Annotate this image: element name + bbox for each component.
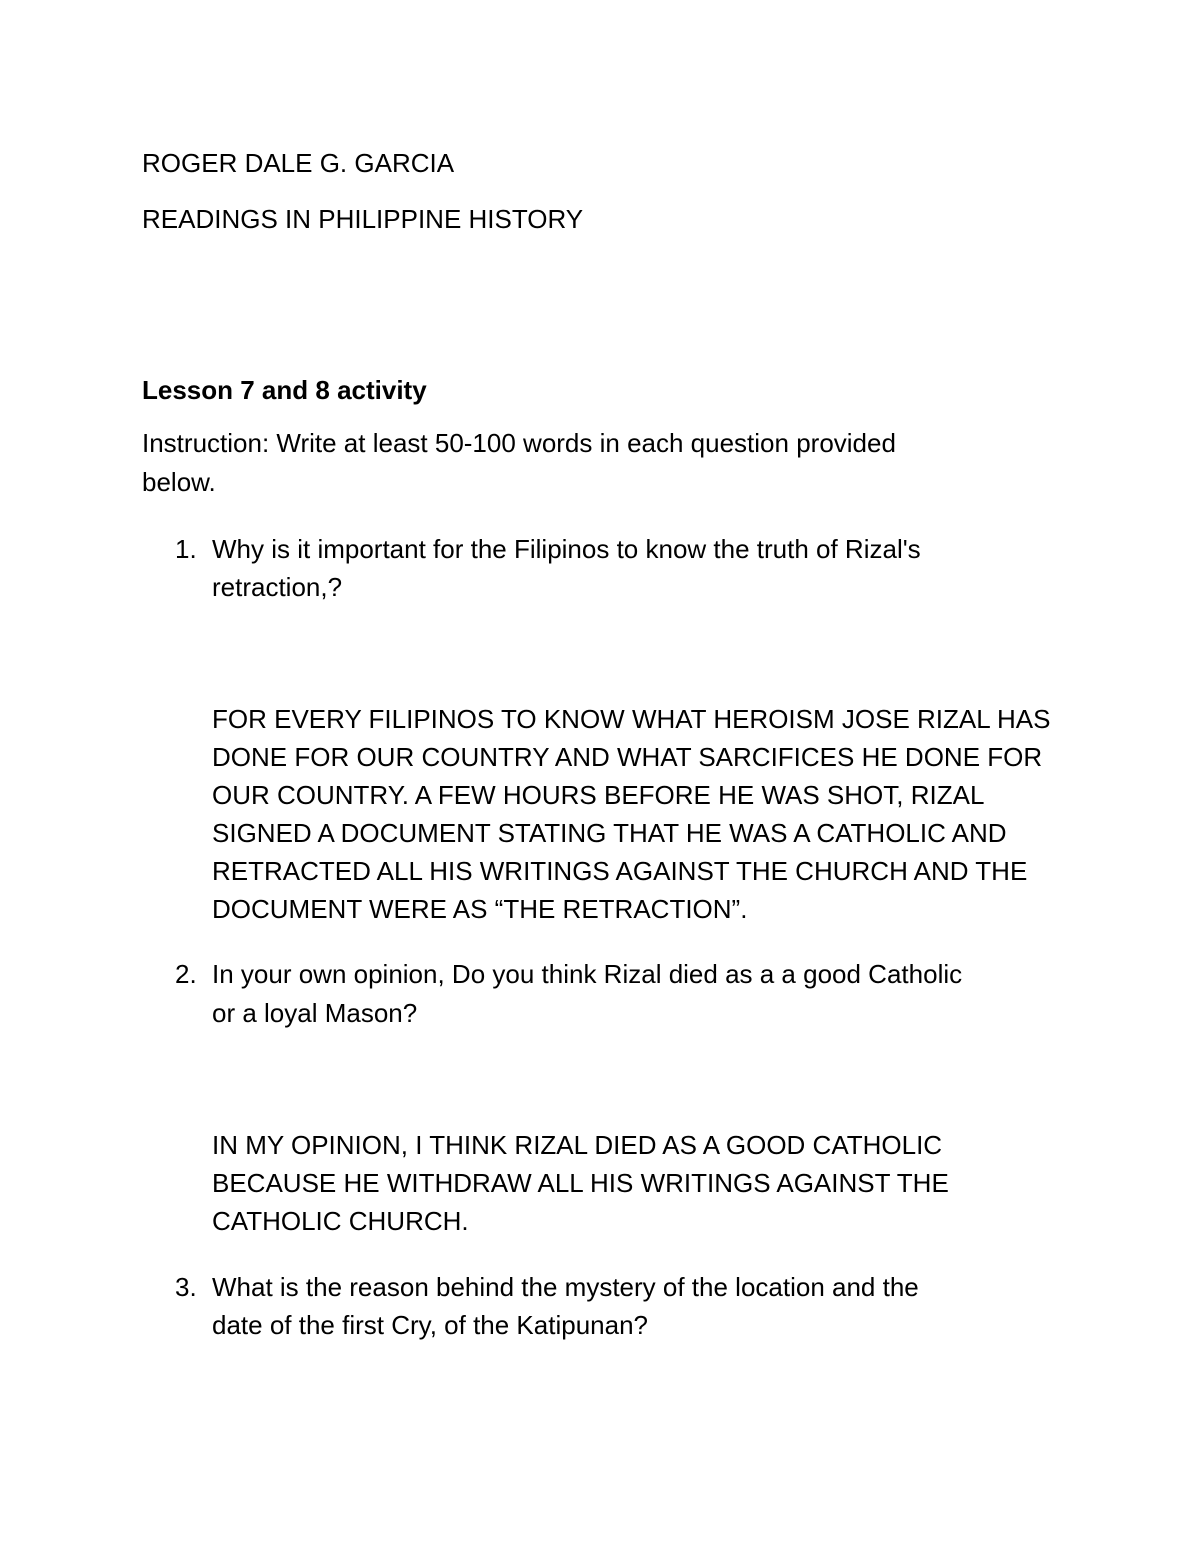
student-name: ROGER DALE G. GARCIA bbox=[142, 148, 455, 178]
question-3-line-2: date of the first Cry, of the Katipunan? bbox=[212, 1310, 648, 1340]
answer-1-line-4: SIGNED A DOCUMENT STATING THAT HE WAS A CATHOLIC AND bbox=[212, 818, 1007, 848]
instruction-line-1: Instruction: Write at least 50-100 words in each question provided bbox=[142, 428, 896, 458]
answer-1-line-5: RETRACTED ALL HIS WRITINGS AGAINST THE CHURCH AND THE bbox=[212, 856, 1028, 886]
answer-2-line-2: BECAUSE HE WITHDRAW ALL HIS WRITINGS AGAINST THE bbox=[212, 1168, 949, 1198]
instruction-line-2: below. bbox=[142, 467, 216, 497]
answer-2-line-1: IN MY OPINION, I THINK RIZAL DIED AS A GOOD CATHOLIC bbox=[212, 1130, 943, 1160]
answer-2-line-3: CATHOLIC CHURCH. bbox=[212, 1206, 469, 1236]
question-2-line-1: In your own opinion, Do you think Rizal died as a a good Catholic bbox=[212, 959, 963, 989]
question-2-line-2: or a loyal Mason? bbox=[212, 998, 418, 1028]
answer-1-line-2: DONE FOR OUR COUNTRY AND WHAT SARCIFICES HE DONE FOR bbox=[212, 742, 1043, 772]
question-1-number: 1. bbox=[175, 534, 197, 564]
answer-1-line-6: DOCUMENT WERE AS “THE RETRACTION”. bbox=[212, 894, 748, 924]
question-3-line-1: What is the reason behind the mystery of the location and the bbox=[212, 1272, 919, 1302]
activity-title: Lesson 7 and 8 activity bbox=[142, 375, 427, 405]
question-3-number: 3. bbox=[175, 1272, 197, 1302]
answer-1-line-3: OUR COUNTRY. A FEW HOURS BEFORE HE WAS SHOT, RIZAL bbox=[212, 780, 985, 810]
question-1-line-1: Why is it important for the Filipinos to know the truth of Rizal's bbox=[212, 534, 921, 564]
course-title: READINGS IN PHILIPPINE HISTORY bbox=[142, 204, 584, 234]
question-2-number: 2. bbox=[175, 959, 197, 989]
question-1-line-2: retraction,? bbox=[212, 572, 343, 602]
answer-1-line-1: FOR EVERY FILIPINOS TO KNOW WHAT HEROISM JOSE RIZAL HAS bbox=[212, 704, 1051, 734]
